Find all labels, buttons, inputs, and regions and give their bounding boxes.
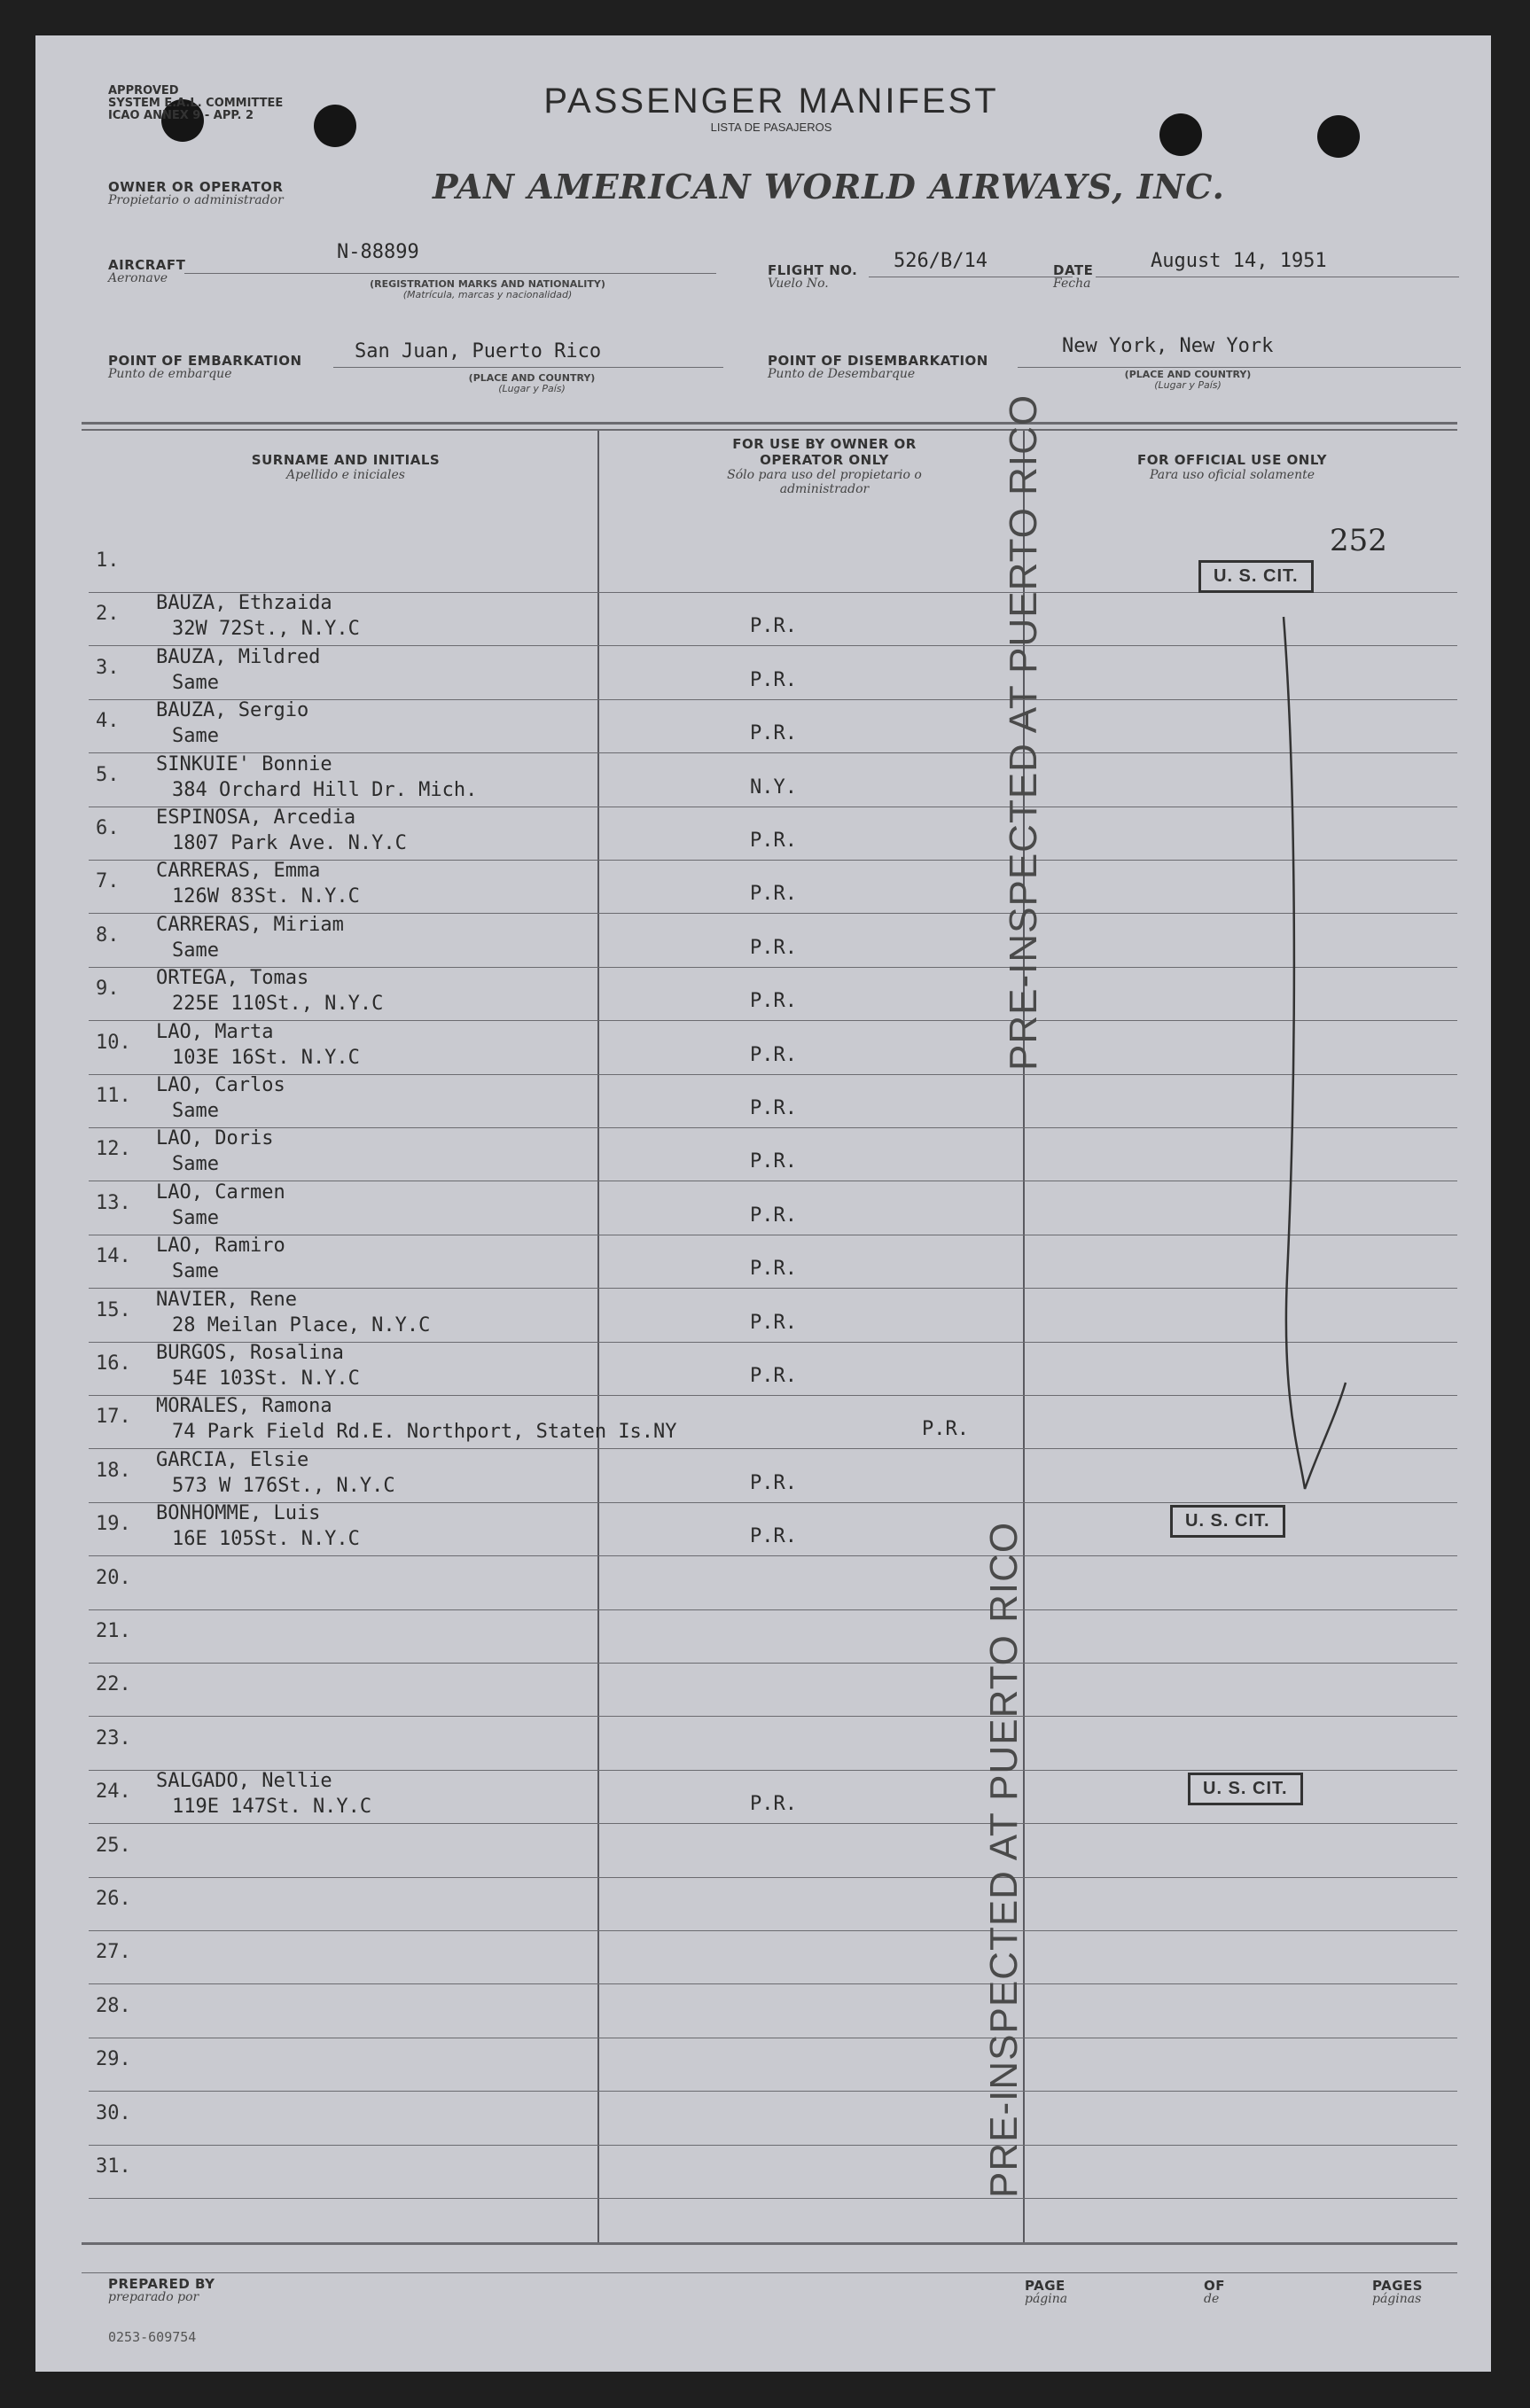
disembark-underline	[1018, 367, 1461, 368]
row-number: 5.	[96, 764, 120, 786]
manifest-sheet	[35, 35, 1491, 2372]
prepared-label: PREPARED BY	[108, 2276, 215, 2292]
row-rule	[89, 1877, 1457, 1878]
row-rule	[89, 1663, 1457, 1664]
row-number: 15.	[96, 1299, 131, 1321]
pages-label-es: páginas	[1372, 2292, 1422, 2306]
passenger-address: 126W 83St. N.Y.C	[172, 885, 360, 908]
passenger-name: NAVIER, Rene	[156, 1289, 297, 1311]
passenger-name: LAO, Carlos	[156, 1074, 285, 1096]
aircraft-label-es: Aeronave	[108, 271, 168, 285]
passenger-address: 573 W 176St., N.Y.C	[172, 1475, 395, 1497]
passenger-address: Same	[172, 1153, 219, 1175]
operator-code: P.R.	[750, 1365, 797, 1387]
passenger-address: Same	[172, 725, 219, 747]
operator-code: P.R.	[750, 1472, 797, 1494]
passenger-name: GARCIA, Elsie	[156, 1449, 309, 1471]
row-rule	[89, 2091, 1457, 2092]
table-top-rule	[82, 429, 1457, 431]
row-number: 20.	[96, 1567, 131, 1589]
passenger-name: BAUZA, Mildred	[156, 646, 321, 668]
passenger-address: Same	[172, 939, 219, 962]
passenger-name: ESPINOSA, Arcedia	[156, 807, 356, 829]
operator-code: P.R.	[750, 722, 797, 744]
passenger-address: 74 Park Field Rd.E. Northport, Staten Is.NY	[172, 1421, 677, 1443]
row-number: 9.	[96, 978, 120, 1000]
column-header-surname-text: SURNAME AND INITIALS	[251, 452, 441, 468]
column-header-operator-text-es: Sólo para uso del propietario o administrador	[727, 468, 922, 496]
passenger-address: 28 Meilan Place, N.Y.C	[172, 1314, 431, 1336]
aircraft-label: AIRCRAFT	[108, 257, 186, 273]
passenger-name: LAO, Doris	[156, 1127, 274, 1149]
date-value: August 14, 1951	[1151, 250, 1327, 272]
passenger-name: LAO, Marta	[156, 1021, 274, 1043]
footer-rule	[82, 2272, 1457, 2273]
operator-code: P.R.	[750, 883, 797, 905]
row-number: 8.	[96, 924, 120, 947]
passenger-name: SALGADO, Nellie	[156, 1770, 332, 1792]
passenger-address: 384 Orchard Hill Dr. Mich.	[172, 779, 478, 801]
passenger-address: 103E 16St. N.Y.C	[172, 1047, 360, 1069]
operator-code: P.R.	[922, 1418, 969, 1440]
page-label: PAGE	[1025, 2278, 1066, 2294]
embark-label: POINT OF EMBARKATION	[108, 353, 302, 369]
punch-hole	[314, 105, 356, 147]
operator-code: P.R.	[750, 1525, 797, 1547]
pre-inspected-stamp: PRE-INSPECTED AT PUERTO RICO	[1002, 394, 1045, 1071]
passenger-name: LAO, Ramiro	[156, 1235, 285, 1257]
operator-code: P.R.	[750, 669, 797, 691]
row-number: 24.	[96, 1781, 131, 1803]
table-bottom-rule	[82, 2242, 1457, 2245]
form-number: 0253-609754	[108, 2329, 197, 2345]
row-number: 21.	[96, 1620, 131, 1642]
passenger-address: 32W 72St., N.Y.C	[172, 618, 360, 640]
row-number: 26.	[96, 1888, 131, 1910]
operator-code: P.R.	[750, 1258, 797, 1280]
passenger-address: 54E 103St. N.Y.C	[172, 1368, 360, 1390]
passenger-name: SINKUIE' Bonnie	[156, 753, 332, 775]
passenger-name: BURGOS, Rosalina	[156, 1342, 344, 1364]
operator-code: P.R.	[750, 1793, 797, 1815]
row-rule	[89, 1983, 1457, 1984]
operator-code: P.R.	[750, 830, 797, 852]
aircraft-underline	[184, 273, 716, 274]
row-number: 23.	[96, 1727, 131, 1750]
operator-code: P.R.	[750, 1044, 797, 1066]
us-cit-stamp: U. S. CIT.	[1188, 1773, 1303, 1805]
operator-code: P.R.	[750, 615, 797, 637]
column-header-operator-text: FOR USE BY OWNER OR OPERATOR ONLY	[732, 436, 917, 468]
row-number: 11.	[96, 1085, 131, 1107]
page-title: PASSENGER MANIFEST	[543, 82, 999, 121]
disembark-caption-es: (Lugar y País)	[1154, 379, 1222, 391]
disembark-label: POINT OF DISEMBARKATION	[768, 353, 988, 369]
approval-note	[108, 85, 283, 122]
owner-label: OWNER OR OPERATOR	[108, 179, 284, 195]
embark-caption: (PLACE AND COUNTRY)	[468, 372, 596, 384]
passenger-name: BAUZA, Sergio	[156, 699, 309, 721]
row-number: 25.	[96, 1835, 131, 1857]
column-header-surname-text-es: Apellido e iniciales	[286, 468, 405, 482]
of-label-es: de	[1204, 2292, 1220, 2306]
row-number: 13.	[96, 1192, 131, 1214]
operator-code: P.R.	[750, 1312, 797, 1334]
embark-underline	[333, 367, 723, 368]
operator-code: P.R.	[750, 1204, 797, 1227]
flight-label: FLIGHT NO.	[768, 262, 858, 278]
passenger-name: CARRERAS, Emma	[156, 860, 321, 882]
passenger-address: Same	[172, 1207, 219, 1229]
operator-code: P.R.	[750, 1097, 797, 1119]
row-number: 16.	[96, 1352, 131, 1375]
disembark-caption: (PLACE AND COUNTRY)	[1124, 369, 1252, 380]
punch-hole	[1159, 113, 1202, 156]
punch-hole	[1317, 115, 1360, 158]
row-number: 18.	[96, 1460, 131, 1482]
passenger-name: CARRERAS, Miriam	[156, 914, 344, 936]
row-number: 4.	[96, 710, 120, 732]
page-label-es: página	[1025, 2292, 1068, 2306]
column-header-official-text: FOR OFFICIAL USE ONLY	[1137, 452, 1327, 468]
flight-value: 526/B/14	[894, 250, 987, 272]
aircraft-value: N-88899	[337, 241, 419, 263]
row-rule	[89, 1823, 1457, 1824]
passenger-name: MORALES, Ramona	[156, 1395, 332, 1417]
column-header-operator	[656, 436, 993, 496]
disembark-label-es: Punto de Desembarque	[768, 367, 916, 381]
operator-code: N.Y.	[750, 776, 797, 799]
column-header-official-text-es: Para uso oficial solamente	[1150, 468, 1315, 482]
approval-line: SYSTEM E.A.L. COMMITTEE	[108, 97, 284, 110]
prepared-label-es: preparado por	[108, 2290, 199, 2304]
passenger-address: Same	[172, 1100, 219, 1122]
pre-inspected-stamp: PRE-INSPECTED AT PUERTO RICO	[982, 1521, 1026, 2198]
embark-caption-es: (Lugar y País)	[498, 383, 566, 394]
table-top-rule	[82, 422, 1457, 425]
row-number: 17.	[96, 1406, 131, 1428]
passenger-address: 225E 110St., N.Y.C	[172, 993, 384, 1015]
row-number: 19.	[96, 1513, 131, 1535]
embark-label-es: Punto de embarque	[108, 367, 232, 381]
passenger-name: BONHOMME, Luis	[156, 1502, 321, 1524]
date-label-es: Fecha	[1053, 277, 1091, 291]
row-number: 1.	[96, 549, 120, 572]
bracket-line	[1284, 617, 1346, 1489]
passenger-name: ORTEGA, Tomas	[156, 967, 309, 989]
us-cit-stamp: U. S. CIT.	[1170, 1505, 1285, 1538]
row-number: 29.	[96, 2048, 131, 2070]
aircraft-caption-es: (Matrícula, marcas y nacionalidad)	[402, 289, 573, 300]
row-number: 10.	[96, 1032, 131, 1054]
row-number: 31.	[96, 2155, 131, 2178]
of-label: OF	[1204, 2278, 1225, 2294]
row-rule	[89, 2145, 1457, 2146]
operator-code: P.R.	[750, 937, 797, 959]
handwritten-count: 252	[1330, 523, 1387, 558]
row-number: 27.	[96, 1941, 131, 1963]
page-subtitle: LISTA DE PASAJEROS	[710, 121, 832, 134]
row-number: 12.	[96, 1138, 131, 1160]
us-cit-stamp: U. S. CIT.	[1198, 560, 1314, 593]
row-number: 30.	[96, 2102, 131, 2124]
approval-line: APPROVED	[108, 84, 179, 97]
operator-code: P.R.	[750, 990, 797, 1012]
date-label: DATE	[1053, 262, 1094, 278]
row-rule	[89, 2198, 1457, 2199]
embark-value: San Juan, Puerto Rico	[355, 340, 602, 362]
row-number: 22.	[96, 1673, 131, 1695]
row-rule	[89, 1716, 1457, 1717]
row-number: 3.	[96, 657, 120, 679]
row-rule	[89, 1555, 1457, 1556]
passenger-address: 119E 147St. N.Y.C	[172, 1796, 372, 1818]
disembark-value: New York, New York	[1062, 335, 1274, 357]
approval-line: ICAO ANNEX 9 - APP. 2	[108, 109, 254, 122]
aircraft-caption: (REGISTRATION MARKS AND NATIONALITY)	[370, 278, 605, 290]
column-header-official	[1037, 452, 1427, 482]
row-number: 28.	[96, 1995, 131, 2017]
passenger-address: Same	[172, 1260, 219, 1282]
column-header-surname	[115, 452, 576, 482]
passenger-address: 1807 Park Ave. N.Y.C	[172, 832, 407, 854]
pages-label: PAGES	[1372, 2278, 1424, 2294]
flight-label-es: Vuelo No.	[768, 277, 829, 291]
row-rule	[89, 1930, 1457, 1931]
passenger-name: BAUZA, Ethzaida	[156, 592, 332, 614]
passenger-name: LAO, Carmen	[156, 1181, 285, 1204]
owner-label-es: Propietario o administrador	[108, 193, 284, 207]
owner-value: PAN AMERICAN WORLD AIRWAYS, INC.	[433, 167, 1225, 207]
row-number: 2.	[96, 603, 120, 625]
row-rule	[89, 1609, 1457, 1610]
row-number: 6.	[96, 817, 120, 839]
passenger-address: 16E 105St. N.Y.C	[172, 1528, 360, 1550]
handwritten-bracket-mark	[1232, 603, 1374, 1524]
passenger-address: Same	[172, 672, 219, 694]
row-number: 14.	[96, 1245, 131, 1267]
operator-code: P.R.	[750, 1150, 797, 1173]
row-number: 7.	[96, 870, 120, 892]
column-divider	[597, 431, 599, 2244]
